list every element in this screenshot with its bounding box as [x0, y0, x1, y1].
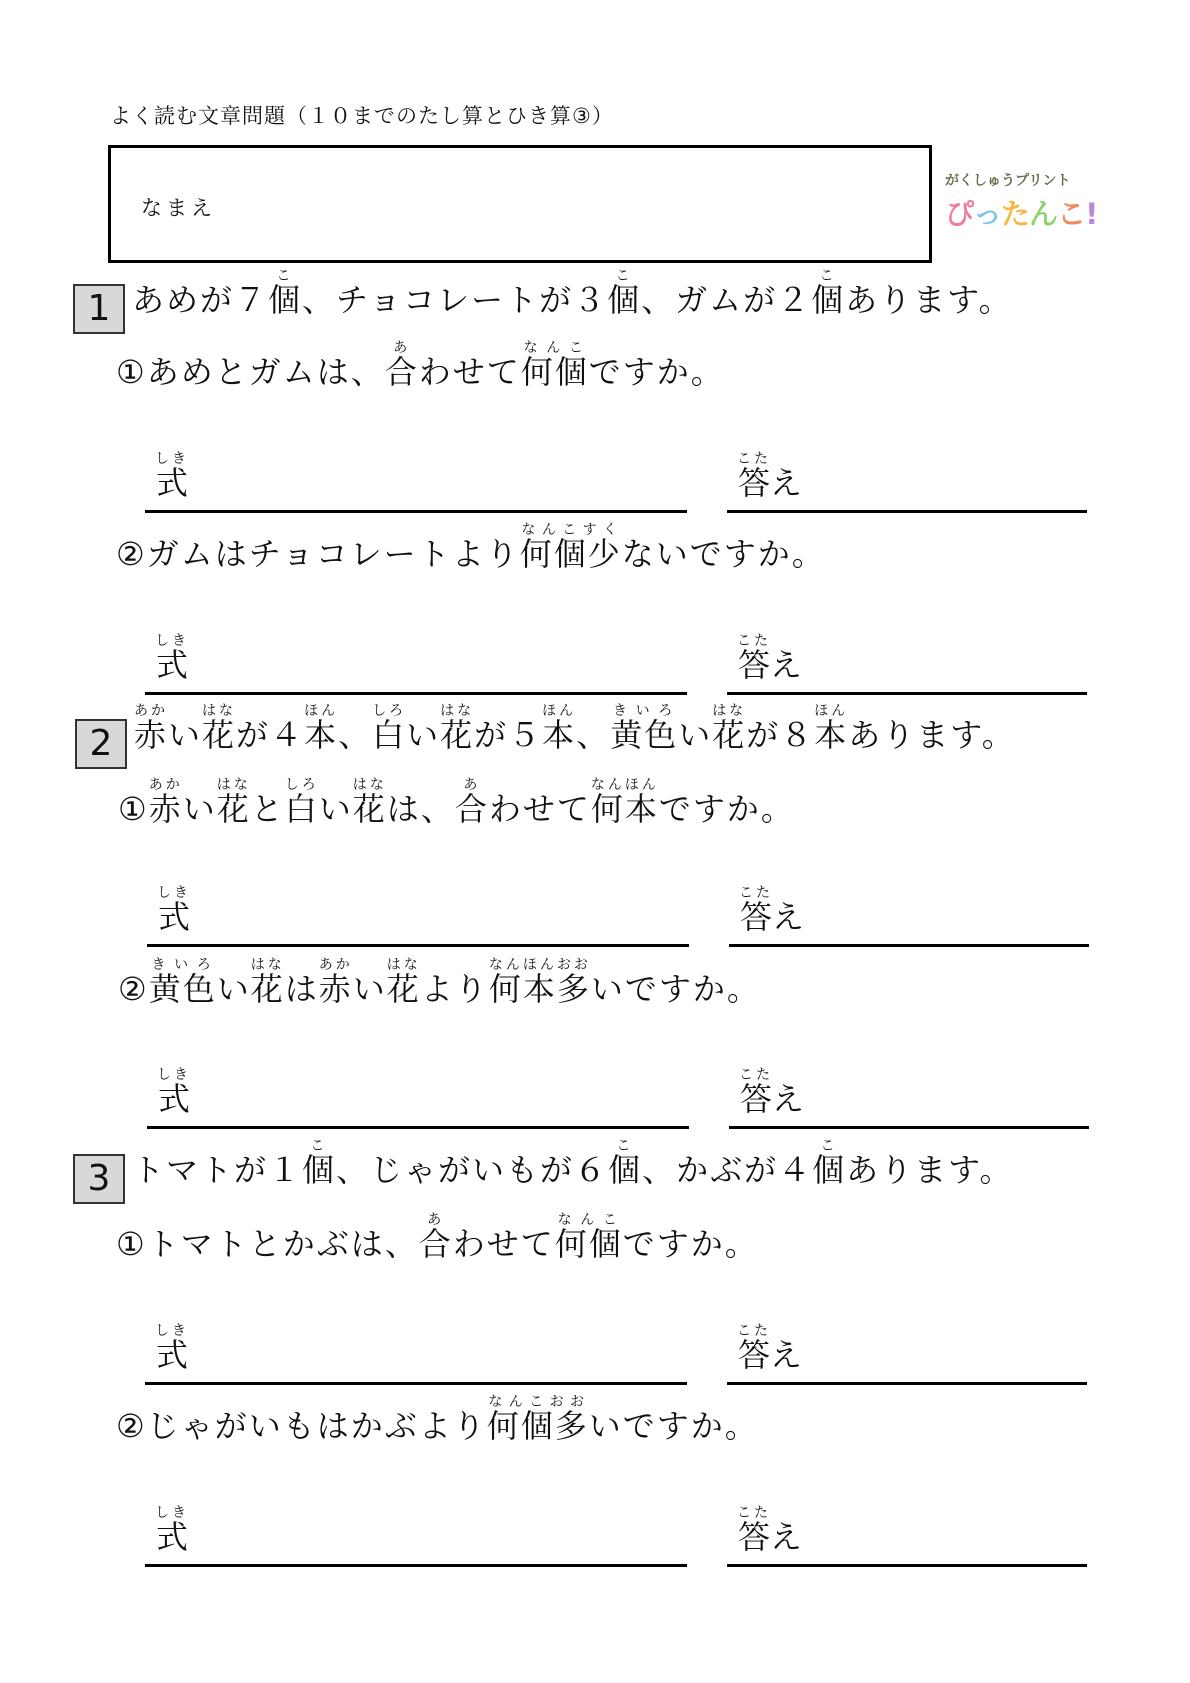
question-text	[116, 1212, 759, 1265]
furigana-word: 花はな	[250, 957, 285, 1008]
worksheet-title: よく読む文章問題（１０までのたし算とひき算③）	[110, 104, 614, 128]
kotae-answer-field[interactable]	[727, 633, 1087, 695]
text-segment: い	[352, 970, 387, 1008]
shiki-label	[155, 633, 189, 686]
text-segment: 、ガムが２	[641, 281, 812, 319]
kotae-label	[737, 1323, 802, 1376]
text-segment: ②ガムはチョコレートより	[116, 535, 520, 573]
furigana-word: 何個多なんこおお	[486, 1394, 589, 1445]
kotae-label	[739, 1067, 804, 1120]
problem-number-box: 1	[73, 284, 125, 334]
furigana-word: 花はな	[440, 703, 475, 754]
furigana-word: 何個少なんこすく	[519, 522, 622, 573]
question-text	[118, 957, 761, 1010]
okurigana: え	[770, 646, 803, 684]
okurigana: え	[770, 464, 803, 502]
text-segment: わせて	[452, 1225, 555, 1263]
kotae-ruby: 答こた	[737, 633, 771, 684]
text-segment: が８	[746, 716, 815, 754]
furigana-word: 個こ	[811, 268, 846, 319]
text-segment: い	[318, 790, 353, 828]
text-segment: は	[284, 970, 319, 1008]
furigana-word: 何本なんほん	[590, 777, 659, 828]
text-segment: ないですか。	[621, 535, 826, 573]
shiki-ruby: 式しき	[155, 451, 189, 502]
kotae-label	[737, 451, 802, 504]
text-segment: あめが７	[132, 281, 269, 319]
kotae-answer-field[interactable]	[729, 885, 1089, 947]
shiki-answer-field[interactable]	[147, 1067, 689, 1129]
text-segment: 、チョコレートが３	[302, 281, 608, 319]
text-segment: い	[406, 716, 441, 754]
text-segment: あります。	[846, 1151, 1014, 1189]
furigana-word: 花はな	[352, 777, 387, 828]
furigana-word: 赤あか	[148, 777, 183, 828]
furigana-word: 合あ	[454, 777, 489, 828]
okurigana: え	[772, 898, 805, 936]
furigana-word: 白しろ	[284, 777, 319, 828]
furigana-word: 個こ	[608, 1138, 643, 1189]
shiki-ruby: 式しき	[157, 1067, 191, 1118]
okurigana: え	[770, 1336, 803, 1374]
text-segment: ②じゃがいもはかぶより	[116, 1407, 487, 1445]
furigana-word: 花はな	[386, 957, 421, 1008]
name-field[interactable]	[108, 145, 932, 263]
kotae-answer-field[interactable]	[727, 1505, 1087, 1567]
text-segment: は、	[386, 790, 455, 828]
shiki-ruby: 式しき	[155, 1323, 189, 1374]
furigana-word: 本ほん	[542, 703, 577, 754]
shiki-label	[155, 1323, 189, 1376]
shiki-answer-field[interactable]	[145, 1323, 687, 1385]
text-segment: 、	[338, 716, 373, 754]
furigana-word: 本ほん	[304, 703, 339, 754]
text-segment: あります。	[848, 716, 1016, 754]
furigana-word: 何本多なんほんおお	[488, 957, 591, 1008]
question-text	[118, 777, 795, 830]
text-segment: ①あめとガムは、	[116, 353, 385, 391]
text-segment: あります。	[845, 281, 1013, 319]
okurigana: え	[770, 1518, 803, 1556]
question-text	[116, 1394, 759, 1447]
text-segment: トマトが１	[132, 1151, 303, 1189]
furigana-word: 個こ	[268, 268, 303, 319]
shiki-answer-field[interactable]	[145, 451, 687, 513]
shiki-ruby: 式しき	[155, 633, 189, 684]
text-segment: が５	[474, 716, 543, 754]
shiki-label	[157, 1067, 191, 1120]
text-segment: ですか。	[588, 353, 725, 391]
furigana-word: 個こ	[302, 1138, 337, 1189]
text-segment: いですか。	[588, 1407, 759, 1445]
problem-statement	[132, 1138, 1014, 1191]
logo-top-text: がくしゅうプリント	[945, 173, 1071, 189]
shiki-label	[157, 885, 191, 938]
problem-number-box: 3	[73, 1154, 125, 1204]
text-segment: 、じゃがいもが６	[336, 1151, 609, 1189]
kotae-ruby: 答こた	[739, 1067, 773, 1118]
kotae-ruby: 答こた	[739, 885, 773, 936]
furigana-word: 黄色きいろ	[148, 957, 217, 1008]
shiki-answer-field[interactable]	[147, 885, 689, 947]
problem-number-box: 2	[75, 719, 127, 769]
kotae-label	[737, 1505, 802, 1558]
furigana-word: 個こ	[812, 1138, 847, 1189]
kotae-ruby: 答こた	[737, 1323, 771, 1374]
furigana-word: 赤あか	[318, 957, 353, 1008]
shiki-answer-field[interactable]	[145, 633, 687, 695]
furigana-word: 何個なんこ	[554, 1212, 623, 1263]
question-text	[116, 340, 725, 393]
name-label: なまえ	[141, 196, 216, 220]
text-segment: い	[678, 716, 713, 754]
text-segment: ①トマトとかぶは、	[116, 1225, 419, 1263]
furigana-word: 合あ	[418, 1212, 453, 1263]
furigana-word: 本ほん	[814, 703, 849, 754]
text-segment: わせて	[488, 790, 591, 828]
shiki-ruby: 式しき	[157, 885, 191, 936]
text-segment: ②	[118, 970, 149, 1008]
text-segment: ①	[118, 790, 149, 828]
problem-statement	[132, 268, 1013, 321]
okurigana: え	[772, 1080, 805, 1118]
text-segment: ですか。	[658, 790, 795, 828]
furigana-word: 花はな	[202, 703, 237, 754]
furigana-word: 合あ	[384, 340, 419, 391]
furigana-word: 赤あか	[134, 703, 169, 754]
text-segment: いですか。	[590, 970, 761, 1008]
furigana-word: 黄色きいろ	[610, 703, 679, 754]
text-segment: い	[182, 790, 217, 828]
text-segment: わせて	[418, 353, 521, 391]
shiki-answer-field[interactable]	[145, 1505, 687, 1567]
shiki-ruby: 式しき	[155, 1505, 189, 1556]
text-segment: より	[420, 970, 489, 1008]
kotae-ruby: 答こた	[737, 451, 771, 502]
furigana-word: 何個なんこ	[520, 340, 589, 391]
problem-statement	[134, 703, 1016, 756]
kotae-label	[737, 633, 802, 686]
text-segment: 、かぶが４	[642, 1151, 813, 1189]
text-segment: い	[168, 716, 203, 754]
furigana-word: 個こ	[607, 268, 642, 319]
kotae-answer-field[interactable]	[727, 451, 1087, 513]
shiki-label	[155, 1505, 189, 1558]
kotae-ruby: 答こた	[737, 1505, 771, 1556]
shiki-label	[155, 451, 189, 504]
kotae-answer-field[interactable]	[727, 1323, 1087, 1385]
furigana-word: 白しろ	[372, 703, 407, 754]
furigana-word: 花はな	[216, 777, 251, 828]
question-text	[116, 522, 826, 575]
kotae-label	[739, 885, 804, 938]
brand-logo	[945, 170, 1098, 240]
logo-main-text: ぴったんこ!	[945, 197, 1098, 231]
text-segment: 、	[576, 716, 611, 754]
text-segment: ですか。	[622, 1225, 759, 1263]
text-segment: が４	[236, 716, 305, 754]
furigana-word: 花はな	[712, 703, 747, 754]
kotae-answer-field[interactable]	[729, 1067, 1089, 1129]
text-segment: い	[216, 970, 251, 1008]
text-segment: と	[250, 790, 285, 828]
